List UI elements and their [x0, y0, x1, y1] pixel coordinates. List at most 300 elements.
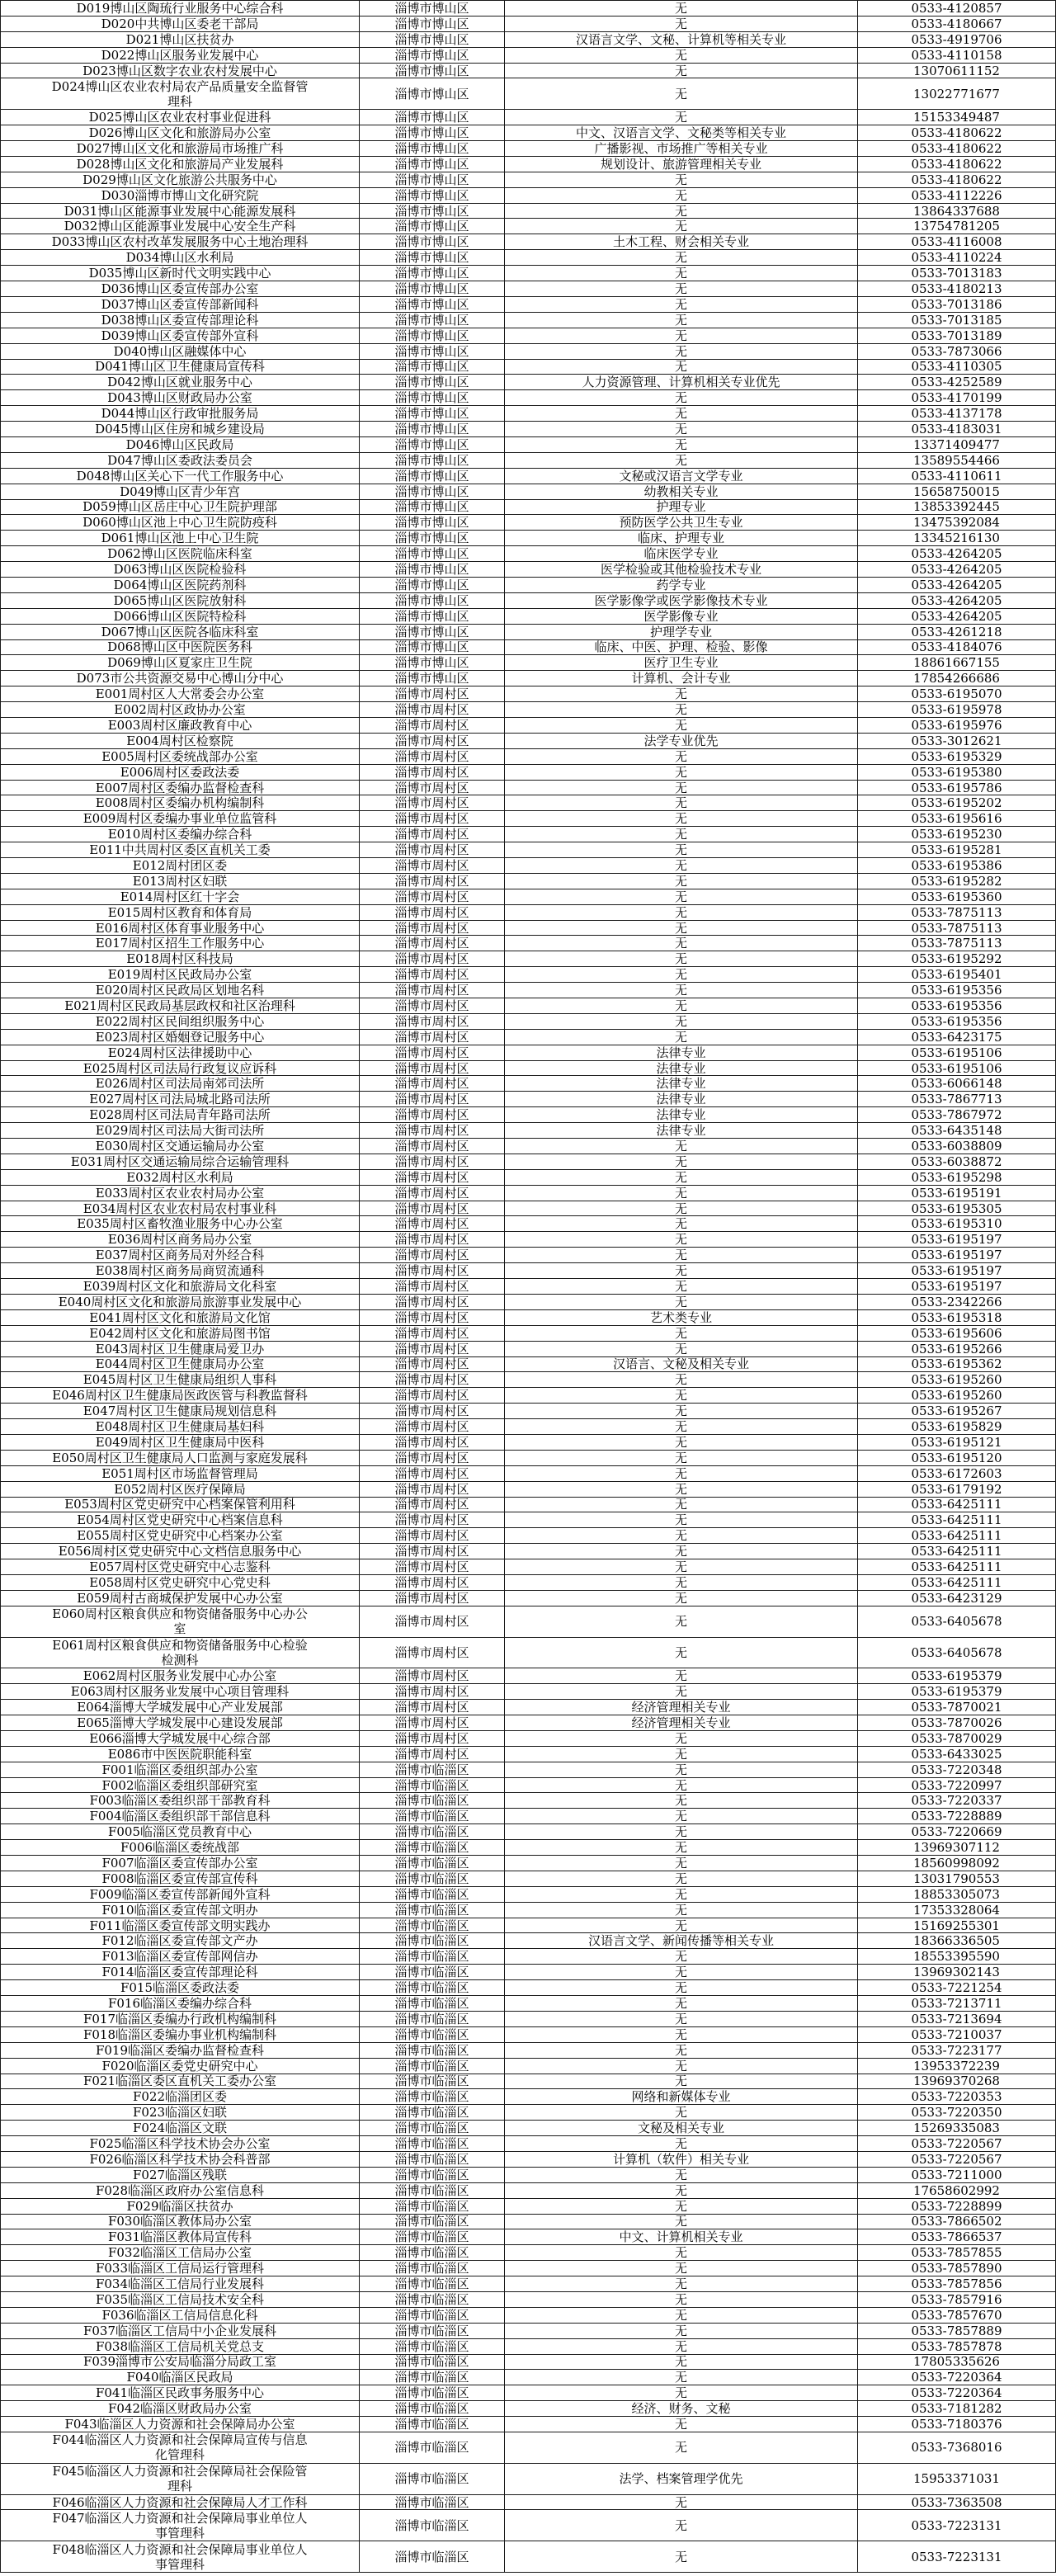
requirement-text: 法学专业优先 [644, 733, 719, 748]
phone-cell [858, 2355, 1056, 2370]
table-row [0, 1107, 1056, 1123]
position-text: F046临淄区人力资源和社会保障局人才工作科 [52, 2494, 308, 2510]
phone-cell [858, 1684, 1056, 1699]
phone-cell [858, 2199, 1056, 2214]
location-cell [360, 1887, 505, 1902]
location-text: 淄博市临淄区 [394, 1762, 469, 1777]
table-row [0, 983, 1056, 998]
location-text: 淄博市周村区 [394, 951, 469, 967]
location-cell [360, 1404, 505, 1418]
phone-cell [858, 375, 1056, 389]
requirement-text: 临床、中医、护理、检验、影像 [594, 639, 768, 655]
phone-cell [858, 2324, 1056, 2338]
location-cell [360, 936, 505, 951]
location-text: 淄博市临淄区 [394, 1871, 469, 1886]
requirement-text: 无 [674, 1730, 687, 1746]
table-row [0, 1824, 1056, 1840]
table-row [0, 360, 1056, 375]
position-cell [0, 469, 360, 484]
phone-text: 0533-6195197 [911, 1263, 1002, 1279]
location-cell [360, 2464, 505, 2494]
position-cell [0, 1715, 360, 1730]
phone-text: 0533-4264205 [911, 608, 1002, 624]
phone-cell [858, 827, 1056, 842]
table-row [0, 1747, 1056, 1762]
location-text: 淄博市博山区 [394, 624, 469, 639]
table-row [0, 1965, 1056, 1980]
requirement-cell [505, 1076, 858, 1091]
requirement-text: 无 [674, 702, 687, 717]
location-cell [360, 718, 505, 733]
table-row [0, 874, 1056, 889]
position-cell [0, 1591, 360, 1606]
location-cell [360, 1092, 505, 1106]
phone-text: 0533-6435148 [911, 1123, 1002, 1139]
phone-text: 0533-4919706 [911, 31, 1002, 47]
phone-text: 0533-6433025 [911, 1746, 1002, 1762]
requirement-cell [505, 2510, 858, 2541]
phone-cell [858, 889, 1056, 904]
table-row [0, 219, 1056, 234]
phone-cell [858, 1107, 1056, 1122]
requirement-cell [505, 1263, 858, 1278]
position-cell [0, 1544, 360, 1559]
location-text: 淄博市博山区 [394, 655, 469, 671]
requirement-cell [505, 1747, 858, 1762]
location-text: 淄博市周村区 [394, 1248, 469, 1263]
location-cell [360, 2276, 505, 2291]
position-text: F019临淄区委编办监督检查科 [95, 2042, 265, 2058]
location-text: 淄博市临淄区 [394, 2385, 469, 2401]
position-text: F037临淄区工信局中小企业发展科 [82, 2323, 277, 2338]
requirement-cell [505, 500, 858, 515]
location-cell [360, 17, 505, 31]
table-row [0, 1295, 1056, 1310]
requirement-text: 预防医学公共卫生专业 [619, 515, 743, 531]
location-cell [360, 2245, 505, 2260]
phone-cell [858, 234, 1056, 249]
requirement-text: 无 [674, 2549, 687, 2564]
position-text: E030周村区交通运输局办公室 [95, 1139, 265, 1154]
location-cell [360, 655, 505, 670]
requirement-cell [505, 1793, 858, 1808]
location-cell [360, 188, 505, 203]
location-text: 淄博市博山区 [394, 156, 469, 172]
location-cell [360, 1856, 505, 1871]
phone-text: 0533-7220567 [911, 2136, 1002, 2151]
requirement-text: 无 [674, 2440, 687, 2456]
phone-text: 0533-6195379 [911, 1684, 1002, 1700]
position-text: E044周村区卫生健康局办公室 [95, 1356, 265, 1372]
position-text: F028临淄区政府办公室信息科 [95, 2182, 265, 2198]
position-cell [0, 188, 360, 203]
position-text: E039周村区文化和旅游局文化科室 [82, 1279, 277, 1294]
requirement-cell [505, 1606, 858, 1637]
location-cell [360, 1684, 505, 1699]
table-row [0, 546, 1056, 562]
location-cell [360, 2385, 505, 2400]
table-row [0, 967, 1056, 983]
phone-cell [858, 1201, 1056, 1216]
position-text: D073市公共资源交易中心博山分中心 [76, 671, 284, 686]
requirement-text: 无 [674, 1450, 687, 1465]
position-cell [0, 2229, 360, 2244]
requirement-text: 护理专业 [656, 499, 706, 515]
position-cell [0, 1045, 360, 1060]
phone-cell [858, 500, 1056, 515]
table-row [0, 344, 1056, 360]
requirement-cell [505, 951, 858, 966]
position-cell [0, 1918, 360, 1933]
phone-text: 0533-6195070 [911, 686, 1002, 702]
table-row [0, 1123, 1056, 1139]
location-cell [360, 593, 505, 608]
phone-text: 0533-6195786 [911, 780, 1002, 795]
position-cell [0, 983, 360, 998]
requirement-text: 无 [674, 1544, 687, 1559]
requirement-cell [505, 484, 858, 499]
phone-cell [858, 1809, 1056, 1823]
table-row [0, 1466, 1056, 1482]
requirement-text: 无 [674, 1465, 687, 1481]
phone-text: 0533-7873066 [911, 343, 1002, 359]
requirement-cell [505, 1856, 858, 1871]
requirement-cell [505, 422, 858, 436]
location-text: 淄博市博山区 [394, 16, 469, 31]
location-cell [360, 1451, 505, 1465]
phone-text: 0533-7220348 [911, 1762, 1002, 1777]
phone-cell [858, 1451, 1056, 1465]
location-text: 淄博市临淄区 [394, 2074, 469, 2089]
table-row [0, 531, 1056, 546]
position-cell [0, 1731, 360, 1746]
requirement-text: 无 [674, 936, 687, 951]
phone-text: 0533-4112226 [911, 187, 1002, 203]
phone-cell [858, 781, 1056, 795]
position-text: E026周村区司法局南郊司法所 [95, 1076, 265, 1092]
requirement-cell [505, 2105, 858, 2120]
phone-text: 15658750015 [913, 484, 1000, 499]
location-cell [360, 795, 505, 810]
table-row [0, 1575, 1056, 1591]
phone-text: 0533-7220567 [911, 2151, 1002, 2167]
requirement-text: 无 [674, 2245, 687, 2261]
table-row [0, 2308, 1056, 2324]
requirement-cell [505, 983, 858, 998]
phone-text: 0533-6195191 [911, 1185, 1002, 1201]
phone-cell [858, 1045, 1056, 1060]
position-text: D037博山区委宣传部新闻科 [101, 296, 259, 312]
phone-text: 18861667155 [913, 655, 1000, 671]
table-row [0, 48, 1056, 64]
requirement-text: 无 [674, 858, 687, 873]
location-text: 淄博市周村区 [394, 1201, 469, 1216]
table-row [0, 2245, 1056, 2261]
location-text: 淄博市临淄区 [394, 2026, 469, 2042]
position-cell [0, 328, 360, 343]
location-text: 淄博市博山区 [394, 172, 469, 187]
requirement-text: 无 [674, 2074, 687, 2089]
phone-cell [858, 515, 1056, 530]
location-cell [360, 1575, 505, 1590]
position-cell [0, 360, 360, 375]
table-row [0, 1918, 1056, 1934]
phone-cell [858, 1559, 1056, 1574]
position-text: F007临淄区委宣传部办公室 [101, 1856, 258, 1871]
table-row [0, 655, 1056, 671]
requirement-cell [505, 281, 858, 296]
phone-text: 0533-7363508 [911, 2494, 1002, 2510]
table-row [0, 1216, 1056, 1232]
table-row [0, 1684, 1056, 1700]
phone-cell [858, 297, 1056, 312]
location-cell [360, 2136, 505, 2151]
phone-text: 0533-7223177 [911, 2042, 1002, 2058]
position-cell [0, 1092, 360, 1106]
table-row [0, 1357, 1056, 1373]
phone-text: 0533-7875113 [911, 920, 1002, 936]
location-text: 淄博市周村区 [394, 1700, 469, 1715]
requirement-cell [505, 1700, 858, 1715]
table-row [0, 1793, 1056, 1809]
location-text: 淄博市博山区 [394, 639, 469, 655]
location-cell [360, 250, 505, 265]
position-cell [0, 1559, 360, 1574]
phone-cell [858, 1668, 1056, 1683]
table-row [0, 1528, 1056, 1544]
phone-text: 0533-7870029 [911, 1730, 1002, 1746]
position-text: E025周村区司法局行政复议应诉科 [82, 1060, 277, 1076]
phone-text: 0533-6195978 [911, 702, 1002, 717]
phone-cell [858, 1092, 1056, 1106]
location-text: 淄博市博山区 [394, 592, 469, 608]
phone-cell [858, 2292, 1056, 2307]
location-text: 淄博市周村区 [394, 1388, 469, 1404]
position-text: E048周村区卫生健康局基妇科 [95, 1419, 265, 1434]
phone-text: 0533-6195260 [911, 1372, 1002, 1388]
phone-text: 0533-7220364 [911, 2370, 1002, 2385]
location-cell [360, 1793, 505, 1808]
requirement-text: 无 [674, 1902, 687, 1918]
requirement-cell [505, 375, 858, 389]
location-cell [360, 1638, 505, 1668]
requirement-text: 无 [674, 2042, 687, 2058]
requirement-cell [505, 1014, 858, 1029]
position-cell [0, 1310, 360, 1325]
location-text: 淄博市临淄区 [394, 1996, 469, 2011]
phone-cell [858, 1918, 1056, 1933]
table-row [0, 1170, 1056, 1186]
location-cell [360, 1357, 505, 1372]
location-text: 淄博市周村区 [394, 842, 469, 857]
requirement-text: 经济管理相关专业 [631, 1700, 731, 1715]
phone-text: 0533-6195197 [911, 1279, 1002, 1294]
phone-cell [858, 718, 1056, 733]
phone-cell [858, 1279, 1056, 1294]
location-cell [360, 1435, 505, 1450]
requirement-cell [505, 344, 858, 359]
position-text: F006临淄区委统战部 [120, 1840, 240, 1856]
position-cell [0, 781, 360, 795]
table-row [0, 313, 1056, 328]
location-text: 淄博市周村区 [394, 1372, 469, 1388]
table-row [0, 889, 1056, 905]
requirement-cell [505, 1170, 858, 1185]
requirement-cell [505, 1092, 858, 1106]
location-text: 淄博市周村区 [394, 920, 469, 936]
position-text: D043博山区财政局办公室 [107, 390, 252, 406]
phone-text: 0533-6195360 [911, 889, 1002, 904]
location-cell [360, 625, 505, 639]
phone-cell [858, 1170, 1056, 1185]
requirement-cell [505, 2043, 858, 2058]
position-cell [0, 281, 360, 296]
table-row [0, 2012, 1056, 2027]
position-cell [0, 250, 360, 265]
phone-text: 0533-6195379 [911, 1668, 1002, 1684]
position-cell [0, 593, 360, 608]
location-text: 淄博市周村区 [394, 1341, 469, 1356]
phone-text: 0533-6066148 [911, 1076, 1002, 1092]
requirement-cell [505, 313, 858, 328]
location-cell [360, 858, 505, 873]
position-text: D038博山区委宣传部理论科 [101, 312, 259, 328]
table-row [0, 1404, 1056, 1419]
position-text: F010临淄区委宣传部文明办 [101, 1902, 258, 1918]
requirement-cell [505, 1279, 858, 1294]
position-cell [0, 1778, 360, 1793]
location-text: 淄博市临淄区 [394, 1793, 469, 1809]
phone-cell [858, 936, 1056, 951]
phone-cell [858, 219, 1056, 234]
requirement-text: 无 [674, 827, 687, 842]
requirement-cell [505, 1559, 858, 1574]
phone-text: 0533-7866502 [911, 2214, 1002, 2229]
phone-text: 0533-3012621 [911, 733, 1002, 748]
requirement-text: 无 [674, 1169, 687, 1185]
phone-text: 0533-6405678 [911, 1644, 1002, 1660]
table-row [0, 328, 1056, 344]
requirement-cell [505, 2324, 858, 2338]
requirement-cell [505, 2059, 858, 2074]
location-text: 淄博市周村区 [394, 1154, 469, 1169]
requirement-cell [505, 905, 858, 920]
position-cell [0, 2105, 360, 2120]
phone-text: 0533-6195362 [911, 1356, 1002, 1372]
position-text: F038临淄区工信局机关党总支 [95, 2338, 265, 2354]
requirement-text: 艺术类专业 [649, 1309, 712, 1325]
position-cell [0, 157, 360, 172]
location-text: 淄博市临淄区 [394, 1809, 469, 1824]
phone-cell [858, 858, 1056, 873]
requirement-text: 无 [674, 1388, 687, 1404]
phone-cell [858, 1014, 1056, 1029]
position-cell [0, 1232, 360, 1247]
position-cell [0, 1575, 360, 1590]
position-cell [0, 2495, 360, 2510]
position-text: F036临淄区工信局信息化科 [101, 2307, 258, 2323]
position-cell [0, 874, 360, 889]
position-text: F021临淄区委区直机关工委办公室 [82, 2074, 277, 2089]
phone-cell [858, 1591, 1056, 1606]
phone-text: 18553395590 [913, 1949, 1000, 1965]
phone-cell [858, 469, 1056, 484]
phone-text: 0533-4116008 [911, 234, 1002, 250]
position-text: F017临淄区委编办行政机构编制科 [82, 2011, 277, 2026]
phone-text: 0533-7870021 [911, 1700, 1002, 1715]
phone-cell [858, 2385, 1056, 2400]
position-cell [0, 1466, 360, 1481]
location-cell [360, 1762, 505, 1777]
position-cell [0, 718, 360, 733]
location-text: 淄博市周村区 [394, 827, 469, 842]
phone-text: 0533-6425111 [911, 1497, 1002, 1512]
position-text: D034博山区水利局 [125, 250, 234, 266]
phone-text: 0533-7857670 [911, 2307, 1002, 2323]
position-cell [0, 640, 360, 655]
requirement-text: 无 [674, 172, 687, 187]
location-cell [360, 1248, 505, 1262]
phone-text: 0533-7220350 [911, 2105, 1002, 2121]
position-text: E057周村区党史研究中心志鉴科 [89, 1559, 271, 1574]
table-row [0, 2043, 1056, 2059]
location-text: 淄博市周村区 [394, 1169, 469, 1185]
table-row [0, 1154, 1056, 1170]
table-row [0, 1186, 1056, 1201]
table-row [0, 1372, 1056, 1388]
position-cell [0, 48, 360, 63]
table-row [0, 2027, 1056, 2043]
requirement-cell [505, 562, 858, 577]
table-row [0, 2510, 1056, 2541]
requirement-text: 中文、计算机相关专业 [619, 2229, 743, 2245]
phone-text: 0533-7221254 [911, 1980, 1002, 1996]
requirement-cell [505, 2183, 858, 2198]
position-cell [0, 375, 360, 389]
table-row [0, 1498, 1056, 1513]
phone-cell [858, 734, 1056, 748]
phone-cell [858, 1263, 1056, 1278]
location-text: 淄博市周村区 [394, 983, 469, 998]
location-text: 淄博市临淄区 [394, 2151, 469, 2167]
position-text: D032博山区能源事业发展中心安全生产科 [64, 219, 296, 234]
phone-text: 0533-6195197 [911, 1232, 1002, 1248]
table-row [0, 1559, 1056, 1575]
location-cell [360, 1186, 505, 1201]
table-row [0, 1668, 1056, 1684]
location-text: 淄博市临淄区 [394, 2089, 469, 2105]
location-text: 淄博市博山区 [394, 63, 469, 78]
requirement-text: 无 [674, 717, 687, 733]
position-cell [0, 1482, 360, 1497]
location-text: 淄博市周村区 [394, 1544, 469, 1559]
position-cell [0, 655, 360, 670]
requirement-cell [505, 1762, 858, 1777]
position-text: E001周村区人大常委会办公室 [95, 686, 265, 702]
location-text: 淄博市周村区 [394, 780, 469, 795]
phone-text: 0533-4264205 [911, 592, 1002, 608]
location-text: 淄博市临淄区 [394, 2323, 469, 2338]
location-text: 淄博市博山区 [394, 47, 469, 63]
position-text: F029临淄区扶贫办 [126, 2198, 233, 2214]
location-text: 淄博市博山区 [394, 499, 469, 515]
position-text: F015临淄区委政法委 [120, 1980, 240, 1996]
location-text: 淄博市临淄区 [394, 2058, 469, 2074]
phone-cell [858, 1856, 1056, 1871]
table-row [0, 110, 1056, 125]
requirement-text: 无 [674, 1232, 687, 1248]
position-text: E013周村区妇联 [132, 873, 228, 889]
